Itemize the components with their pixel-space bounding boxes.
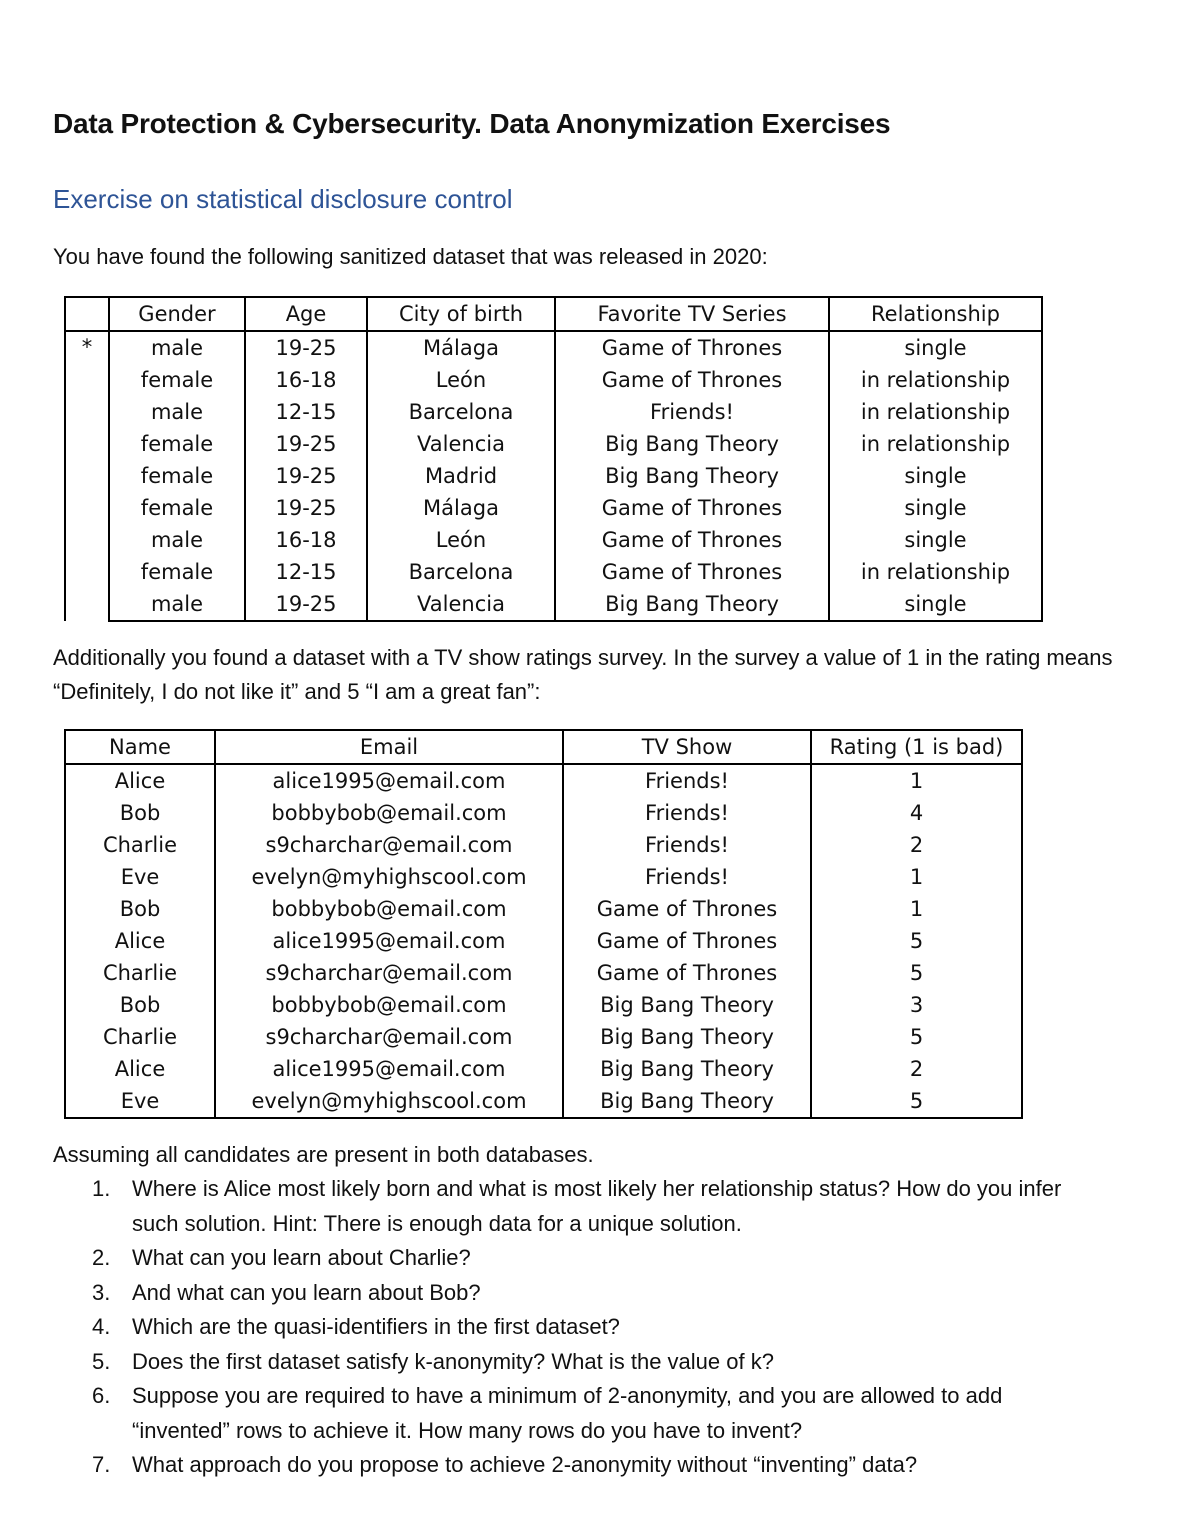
cell-tv-show: Friends! [563, 797, 811, 829]
table-row [65, 524, 1042, 556]
table-header-row [65, 730, 1022, 764]
exercise-heading: Exercise on statistical disclosure control [53, 184, 513, 214]
cell-name: Charlie [65, 1021, 215, 1053]
table-row [65, 893, 1022, 925]
table-header-row [65, 297, 1042, 331]
cell-city: León [367, 364, 555, 396]
cell-email: bobbybob@email.com [215, 797, 563, 829]
cell-relationship: in relationship [829, 364, 1042, 396]
cell-gender: female [109, 364, 245, 396]
question-text: Suppose you are required to have a minimum of 2-anonymity, and you are allowed to add “invented” rows to achieve it. How many rows do you have to invent? [132, 1383, 1003, 1443]
cell-name: Charlie [65, 957, 215, 989]
cell-city: Málaga [367, 492, 555, 524]
cell-email: evelyn@myhighscool.com [215, 861, 563, 893]
intro-text: You have found the following sanitized dataset that was released in 2020: [53, 244, 768, 269]
cell-rating: 1 [811, 893, 1022, 925]
cell-city: Málaga [367, 331, 555, 364]
cell-name: Bob [65, 893, 215, 925]
cell-rating: 3 [811, 989, 1022, 1021]
column-header-tv-series: Favorite TV Series [555, 297, 829, 331]
cell-email: bobbybob@email.com [215, 893, 563, 925]
question-text: Which are the quasi-identifiers in the first dataset? [132, 1314, 620, 1339]
table-row [65, 1021, 1022, 1053]
column-header-gender: Gender [109, 297, 245, 331]
cell-gender: male [109, 588, 245, 621]
cell-relationship: single [829, 588, 1042, 621]
cell-rating: 1 [811, 861, 1022, 893]
table-row [65, 460, 1042, 492]
cell-tv-show: Game of Thrones [563, 957, 811, 989]
column-header-rating: Rating (1 is bad) [811, 730, 1022, 764]
list-item [92, 1241, 1092, 1276]
cell-rating: 4 [811, 797, 1022, 829]
table-row [65, 957, 1022, 989]
cell-rating: 5 [811, 1021, 1022, 1053]
cell-gender: female [109, 428, 245, 460]
table-row [65, 797, 1022, 829]
list-item [92, 1310, 1092, 1345]
cell-age: 16-18 [245, 524, 367, 556]
cell-relationship: in relationship [829, 556, 1042, 588]
cell-tv-show: Friends! [563, 764, 811, 797]
table-row [65, 764, 1022, 797]
cell-gender: male [109, 331, 245, 364]
table-row [65, 829, 1022, 861]
cell-name: Bob [65, 989, 215, 1021]
assumption-text: Assuming all candidates are present in both databases. [53, 1142, 594, 1167]
cell-relationship: single [829, 460, 1042, 492]
cell-gender: female [109, 460, 245, 492]
list-item [92, 1276, 1092, 1311]
cell-tv-series: Big Bang Theory [555, 588, 829, 621]
cell-tv-show: Big Bang Theory [563, 1021, 811, 1053]
column-header-age: Age [245, 297, 367, 331]
question-text: And what can you learn about Bob? [132, 1279, 481, 1305]
table-row [65, 396, 1042, 428]
cell-tv-series: Game of Thrones [555, 364, 829, 396]
cell-rating: 5 [811, 1085, 1022, 1118]
cell-tv-show: Big Bang Theory [563, 989, 811, 1021]
cell-name: Eve [65, 1085, 215, 1118]
document-title: Data Protection & Cybersecurity. Data Anonymization Exercises [53, 108, 891, 139]
question-text: What can you learn about Charlie? [132, 1245, 471, 1270]
question-number: 5. [92, 1348, 111, 1374]
cell-name: Alice [65, 1053, 215, 1085]
cell-email: s9charchar@email.com [215, 829, 563, 861]
cell-name: Alice [65, 764, 215, 797]
row-marker: * [65, 331, 109, 621]
cell-city: Valencia [367, 428, 555, 460]
column-header-tv-show: TV Show [563, 730, 811, 764]
cell-tv-show: Big Bang Theory [563, 1053, 811, 1085]
column-header-name: Name [65, 730, 215, 764]
cell-city: Barcelona [367, 556, 555, 588]
column-header-email: Email [215, 730, 563, 764]
cell-tv-series: Game of Thrones [555, 492, 829, 524]
cell-tv-series: Game of Thrones [555, 524, 829, 556]
cell-age: 12-15 [245, 396, 367, 428]
cell-relationship: single [829, 331, 1042, 364]
cell-name: Eve [65, 861, 215, 893]
cell-relationship: in relationship [829, 396, 1042, 428]
ratings-intro-text: Additionally you found a dataset with a TV show ratings survey. In the survey a value of 1 in the rating means “Definitely, I do not like it” and 5 “I am a great fan”: [53, 645, 1113, 704]
cell-age: 19-25 [245, 460, 367, 492]
cell-city: Valencia [367, 588, 555, 621]
cell-tv-series: Game of Thrones [555, 556, 829, 588]
cell-tv-series: Game of Thrones [555, 331, 829, 364]
cell-tv-show: Game of Thrones [563, 893, 811, 925]
cell-email: bobbybob@email.com [215, 989, 563, 1021]
cell-tv-show: Friends! [563, 829, 811, 861]
cell-rating: 5 [811, 925, 1022, 957]
question-number: 2. [92, 1245, 111, 1270]
table-row [65, 331, 1042, 364]
cell-name: Charlie [65, 829, 215, 861]
cell-rating: 2 [811, 1053, 1022, 1085]
cell-gender: female [109, 556, 245, 588]
list-item [92, 1172, 1092, 1241]
cell-rating: 1 [811, 764, 1022, 797]
questions-list [92, 1172, 1092, 1483]
cell-email: alice1995@email.com [215, 1053, 563, 1085]
cell-relationship: single [829, 524, 1042, 556]
cell-age: 19-25 [245, 492, 367, 524]
cell-age: 16-18 [245, 364, 367, 396]
cell-relationship: single [829, 492, 1042, 524]
cell-gender: male [109, 524, 245, 556]
question-number: 1. [92, 1176, 111, 1201]
cell-tv-show: Friends! [563, 861, 811, 893]
cell-email: s9charchar@email.com [215, 1021, 563, 1053]
cell-name: Alice [65, 925, 215, 957]
cell-city: Barcelona [367, 396, 555, 428]
cell-tv-series: Friends! [555, 396, 829, 428]
table-row [65, 588, 1042, 621]
cell-relationship: in relationship [829, 428, 1042, 460]
cell-city: León [367, 524, 555, 556]
cell-age: 19-25 [245, 331, 367, 364]
table-row [65, 925, 1022, 957]
cell-tv-series: Big Bang Theory [555, 460, 829, 492]
cell-city: Madrid [367, 460, 555, 492]
list-item [92, 1448, 1092, 1483]
cell-name: Bob [65, 797, 215, 829]
table-row [65, 428, 1042, 460]
table-row [65, 989, 1022, 1021]
question-text: Does the first dataset satisfy k-anonymity? What is the value of k? [132, 1348, 774, 1374]
cell-gender: female [109, 492, 245, 524]
column-header-marker [65, 297, 109, 331]
question-number: 6. [92, 1383, 111, 1408]
ratings-survey-table [64, 729, 1023, 1119]
table-row [65, 492, 1042, 524]
sanitized-dataset-table [64, 296, 1043, 622]
cell-email: s9charchar@email.com [215, 957, 563, 989]
cell-tv-show: Big Bang Theory [563, 1085, 811, 1118]
column-header-relationship: Relationship [829, 297, 1042, 331]
question-text: What approach do you propose to achieve 2-anonymity without “inventing” data? [132, 1452, 918, 1477]
cell-age: 12-15 [245, 556, 367, 588]
cell-gender: male [109, 396, 245, 428]
table-row [65, 1085, 1022, 1118]
cell-email: alice1995@email.com [215, 764, 563, 797]
question-number: 4. [92, 1314, 111, 1339]
question-number: 7. [92, 1452, 111, 1477]
cell-tv-show: Game of Thrones [563, 925, 811, 957]
question-number: 3. [92, 1279, 111, 1305]
list-item [92, 1345, 1092, 1380]
question-text: Where is Alice most likely born and what is most likely her relationship status? How do you infer such solution. Hint: There is enough data for a unique solution. [132, 1176, 1062, 1236]
cell-tv-series: Big Bang Theory [555, 428, 829, 460]
cell-email: alice1995@email.com [215, 925, 563, 957]
table-row [65, 364, 1042, 396]
table-row [65, 861, 1022, 893]
table-row [65, 1053, 1022, 1085]
table-row [65, 556, 1042, 588]
cell-rating: 2 [811, 829, 1022, 861]
cell-age: 19-25 [245, 588, 367, 621]
list-item [92, 1379, 1092, 1448]
cell-rating: 5 [811, 957, 1022, 989]
cell-age: 19-25 [245, 428, 367, 460]
column-header-city: City of birth [367, 297, 555, 331]
cell-email: evelyn@myhighscool.com [215, 1085, 563, 1118]
